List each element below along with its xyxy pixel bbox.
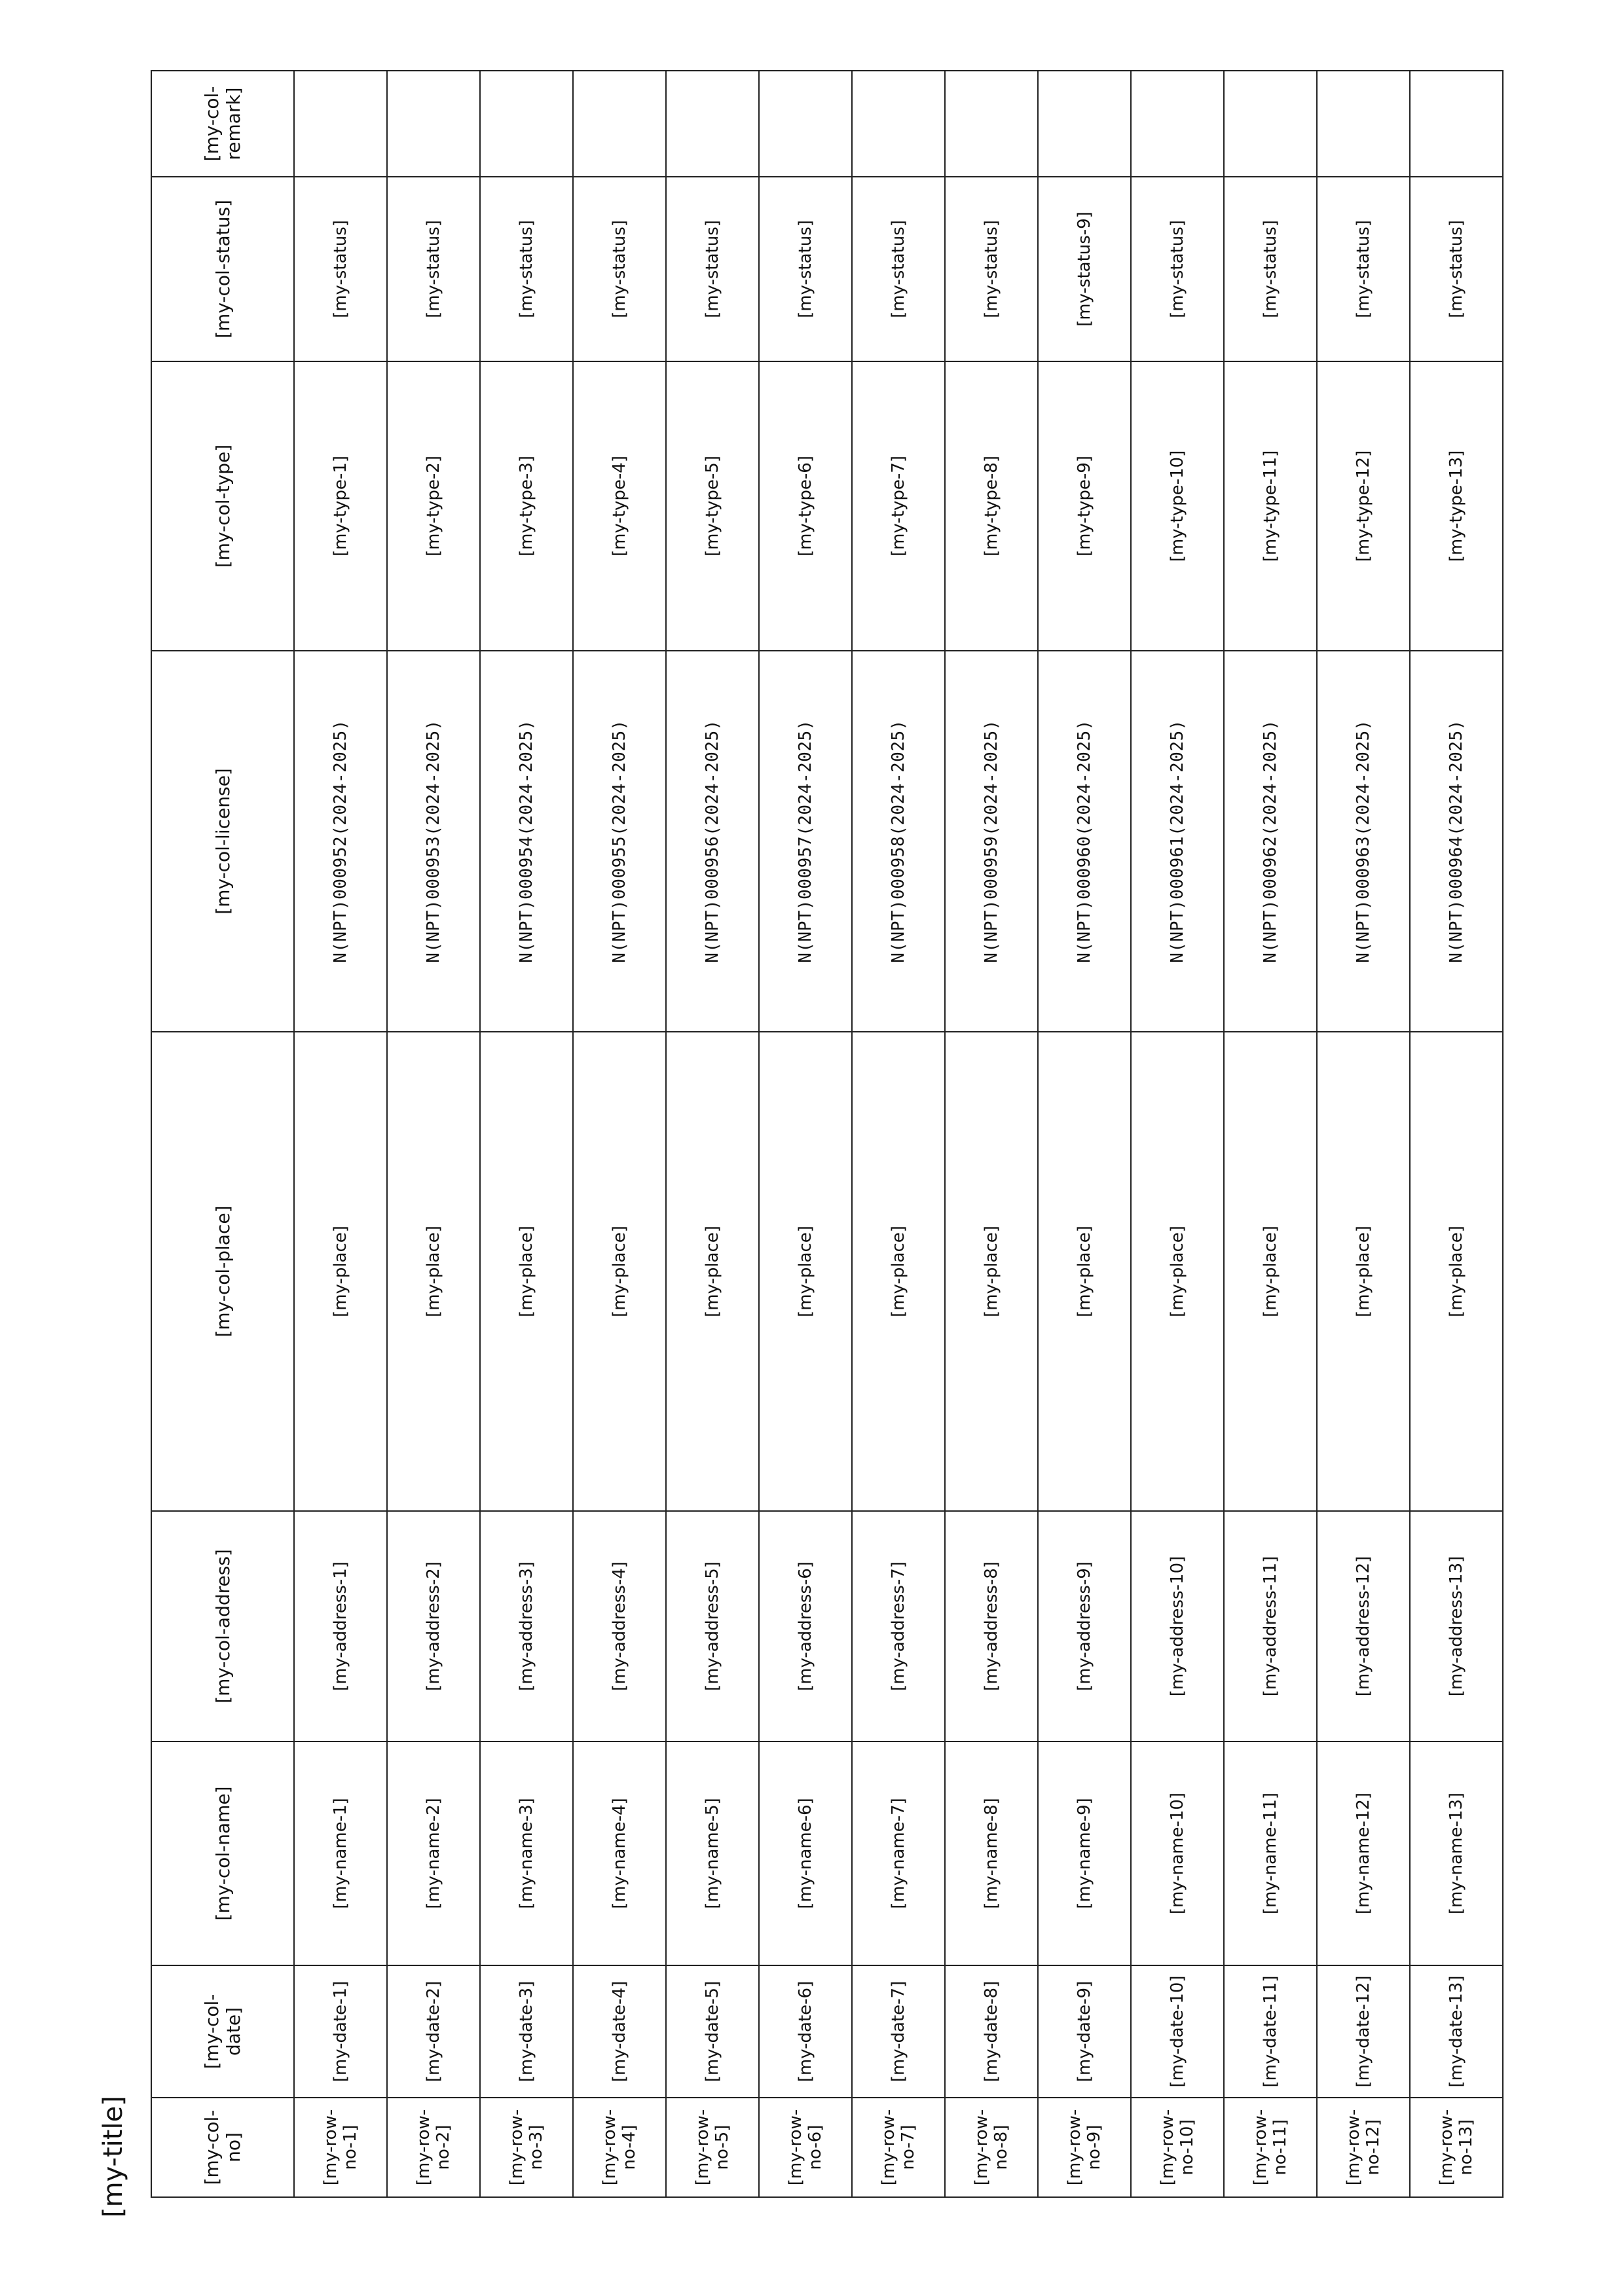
cell-place: [my-place] <box>666 1032 759 1511</box>
cell-name: [my-name-8] <box>945 1741 1038 1965</box>
cell-place: [my-place] <box>1317 1032 1410 1511</box>
registry-table <box>151 70 1504 2198</box>
cell-status: [my-status] <box>1410 177 1503 361</box>
cell-license: N(NPT)000955(2024-2025) <box>573 651 666 1032</box>
cell-no: [my-row-no-9] <box>1038 2098 1131 2197</box>
header-place: [my-col-place] <box>151 1032 294 1511</box>
cell-name: [my-name-1] <box>294 1741 387 1965</box>
cell-name: [my-name-9] <box>1038 1741 1131 1965</box>
cell-license: N(NPT)000957(2024-2025) <box>759 651 852 1032</box>
cell-license: N(NPT)000954(2024-2025) <box>480 651 573 1032</box>
cell-date: [my-date-3] <box>480 1965 573 2098</box>
cell-date: [my-date-10] <box>1131 1965 1224 2098</box>
table-row <box>1038 71 1131 2197</box>
cell-place: [my-place] <box>759 1032 852 1511</box>
cell-type: [my-type-8] <box>945 361 1038 651</box>
cell-address: [my-address-13] <box>1410 1511 1503 1741</box>
cell-name: [my-name-6] <box>759 1741 852 1965</box>
cell-status: [my-status] <box>294 177 387 361</box>
table-row <box>294 71 387 2197</box>
cell-no: [my-row-no-13] <box>1410 2098 1503 2197</box>
cell-no: [my-row-no-10] <box>1131 2098 1224 2197</box>
cell-name: [my-name-2] <box>387 1741 480 1965</box>
cell-address: [my-address-11] <box>1224 1511 1317 1741</box>
header-type: [my-col-type] <box>151 361 294 651</box>
cell-place: [my-place] <box>852 1032 945 1511</box>
cell-license: N(NPT)000960(2024-2025) <box>1038 651 1131 1032</box>
cell-type: [my-type-4] <box>573 361 666 651</box>
cell-no: [my-row-no-6] <box>759 2098 852 2197</box>
cell-no: [my-row-no-7] <box>852 2098 945 2197</box>
cell-remark <box>480 71 573 177</box>
cell-type: [my-type-3] <box>480 361 573 651</box>
cell-date: [my-date-1] <box>294 1965 387 2098</box>
cell-date: [my-date-5] <box>666 1965 759 2098</box>
table-row <box>387 71 480 2197</box>
cell-license: N(NPT)000962(2024-2025) <box>1224 651 1317 1032</box>
cell-date: [my-date-13] <box>1410 1965 1503 2098</box>
header-date: [my-col-date] <box>151 1965 294 2098</box>
cell-address: [my-address-12] <box>1317 1511 1410 1741</box>
cell-place: [my-place] <box>480 1032 573 1511</box>
cell-no: [my-row-no-12] <box>1317 2098 1410 2197</box>
cell-license: N(NPT)000958(2024-2025) <box>852 651 945 1032</box>
cell-remark <box>759 71 852 177</box>
cell-remark <box>1038 71 1131 177</box>
cell-status: [my-status] <box>387 177 480 361</box>
table-row <box>1410 71 1503 2197</box>
cell-address: [my-address-7] <box>852 1511 945 1741</box>
cell-type: [my-type-10] <box>1131 361 1224 651</box>
table-header <box>151 71 294 2197</box>
cell-date: [my-date-9] <box>1038 1965 1131 2098</box>
cell-remark <box>945 71 1038 177</box>
cell-name: [my-name-13] <box>1410 1741 1503 1965</box>
cell-no: [my-row-no-3] <box>480 2098 573 2197</box>
cell-address: [my-address-8] <box>945 1511 1038 1741</box>
cell-name: [my-name-7] <box>852 1741 945 1965</box>
cell-license: N(NPT)000952(2024-2025) <box>294 651 387 1032</box>
cell-status: [my-status] <box>759 177 852 361</box>
cell-status: [my-status] <box>573 177 666 361</box>
cell-no: [my-row-no-4] <box>573 2098 666 2197</box>
cell-remark <box>294 71 387 177</box>
cell-no: [my-row-no-11] <box>1224 2098 1317 2197</box>
cell-place: [my-place] <box>573 1032 666 1511</box>
cell-license: N(NPT)000963(2024-2025) <box>1317 651 1410 1032</box>
cell-status: [my-status] <box>945 177 1038 361</box>
cell-address: [my-address-6] <box>759 1511 852 1741</box>
cell-date: [my-date-6] <box>759 1965 852 2098</box>
header-status: [my-col-status] <box>151 177 294 361</box>
header-no: [my-col-no] <box>151 2098 294 2197</box>
cell-license: N(NPT)000964(2024-2025) <box>1410 651 1503 1032</box>
cell-date: [my-date-4] <box>573 1965 666 2098</box>
table-row <box>480 71 573 2197</box>
cell-status: [my-status] <box>852 177 945 361</box>
table-row <box>1224 71 1317 2197</box>
cell-date: [my-date-7] <box>852 1965 945 2098</box>
cell-remark <box>1410 71 1503 177</box>
cell-no: [my-row-no-5] <box>666 2098 759 2197</box>
header-name: [my-col-name] <box>151 1741 294 1965</box>
cell-remark <box>666 71 759 177</box>
header-row <box>151 71 294 2197</box>
cell-type: [my-type-6] <box>759 361 852 651</box>
cell-place: [my-place] <box>1410 1032 1503 1511</box>
cell-address: [my-address-9] <box>1038 1511 1131 1741</box>
cell-place: [my-place] <box>387 1032 480 1511</box>
cell-type: [my-type-13] <box>1410 361 1503 651</box>
cell-remark <box>387 71 480 177</box>
cell-address: [my-address-3] <box>480 1511 573 1741</box>
cell-place: [my-place] <box>945 1032 1038 1511</box>
cell-remark <box>1224 71 1317 177</box>
cell-date: [my-date-8] <box>945 1965 1038 2098</box>
cell-remark <box>1317 71 1410 177</box>
cell-name: [my-name-3] <box>480 1741 573 1965</box>
cell-address: [my-address-4] <box>573 1511 666 1741</box>
table-row <box>759 71 852 2197</box>
cell-place: [my-place] <box>294 1032 387 1511</box>
cell-status: [my-status] <box>1317 177 1410 361</box>
table-row <box>945 71 1038 2197</box>
table-row <box>1131 71 1224 2197</box>
cell-place: [my-place] <box>1224 1032 1317 1511</box>
cell-type: [my-type-12] <box>1317 361 1410 651</box>
cell-address: [my-address-2] <box>387 1511 480 1741</box>
cell-place: [my-place] <box>1131 1032 1224 1511</box>
cell-type: [my-type-1] <box>294 361 387 651</box>
cell-type: [my-type-9] <box>1038 361 1131 651</box>
cell-address: [my-address-10] <box>1131 1511 1224 1741</box>
table-body <box>294 71 1503 2197</box>
cell-status: [my-status] <box>480 177 573 361</box>
cell-name: [my-name-5] <box>666 1741 759 1965</box>
cell-date: [my-date-2] <box>387 1965 480 2098</box>
cell-name: [my-name-4] <box>573 1741 666 1965</box>
cell-address: [my-address-1] <box>294 1511 387 1741</box>
cell-type: [my-type-2] <box>387 361 480 651</box>
cell-status: [my-status] <box>666 177 759 361</box>
cell-type: [my-type-5] <box>666 361 759 651</box>
page-title: [my-title] <box>98 2096 128 2217</box>
table-row <box>852 71 945 2197</box>
table-row <box>573 71 666 2197</box>
table-row <box>666 71 759 2197</box>
cell-place: [my-place] <box>1038 1032 1131 1511</box>
table-row <box>1317 71 1410 2197</box>
cell-status: [my-status] <box>1224 177 1317 361</box>
cell-date: [my-date-11] <box>1224 1965 1317 2098</box>
header-license: [my-col-license] <box>151 651 294 1032</box>
cell-remark <box>852 71 945 177</box>
cell-remark <box>1131 71 1224 177</box>
cell-license: N(NPT)000953(2024-2025) <box>387 651 480 1032</box>
cell-date: [my-date-12] <box>1317 1965 1410 2098</box>
cell-no: [my-row-no-8] <box>945 2098 1038 2197</box>
cell-type: [my-type-7] <box>852 361 945 651</box>
cell-no: [my-row-no-1] <box>294 2098 387 2197</box>
cell-status: [my-status] <box>1131 177 1224 361</box>
cell-status: [my-status-9] <box>1038 177 1131 361</box>
cell-address: [my-address-5] <box>666 1511 759 1741</box>
cell-remark <box>573 71 666 177</box>
cell-no: [my-row-no-2] <box>387 2098 480 2197</box>
header-remark: [my-col-remark] <box>151 71 294 177</box>
cell-name: [my-name-10] <box>1131 1741 1224 1965</box>
cell-name: [my-name-11] <box>1224 1741 1317 1965</box>
cell-name: [my-name-12] <box>1317 1741 1410 1965</box>
cell-license: N(NPT)000959(2024-2025) <box>945 651 1038 1032</box>
cell-license: N(NPT)000956(2024-2025) <box>666 651 759 1032</box>
cell-type: [my-type-11] <box>1224 361 1317 651</box>
cell-license: N(NPT)000961(2024-2025) <box>1131 651 1224 1032</box>
header-address: [my-col-address] <box>151 1511 294 1741</box>
